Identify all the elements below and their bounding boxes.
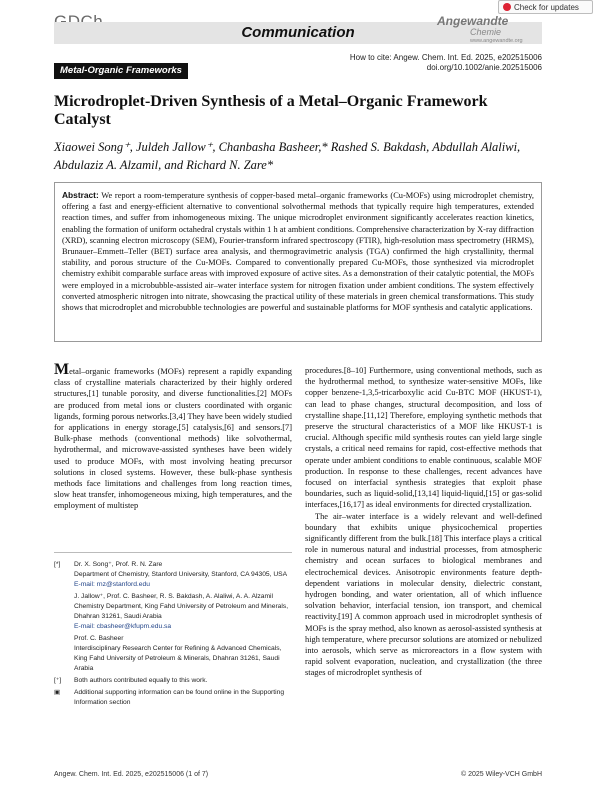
footnote-line: Interdisciplinary Research Center for Refining & Advanced Chemicals, King Fahd University of Petroleum & Minerals, Dhahran 31261, Saudi Arabia xyxy=(74,645,282,672)
footnote-line: Dr. X. Song⁺, Prof. R. N. Zare xyxy=(74,561,163,568)
footnote-mark: ▣ xyxy=(54,689,61,696)
how-to-cite: How to cite: Angew. Chem. Int. Ed. 2025, e202515006 xyxy=(349,53,542,62)
check-for-updates-button[interactable] xyxy=(498,0,593,14)
footnote-line: J. Jallow⁺, Prof. C. Basheer, R. S. Bakdash, A. Alaliwi, A. A. Alzamil xyxy=(74,593,274,600)
journal-url[interactable]: www.angewandte.org xyxy=(470,38,523,44)
body-paragraph: The air–water interface is a widely relevant and well-defined boundary that exhibits unique physicochemical properties significantly different from the bulk.[18] This interface plays a critical role in numerous natural and industrial processes, from atmospheric chemistry and ocean surfaces to biological membranes and electrochemical devices. Anisotropic environments feature depth-dependent variations in molecular density, dielectric constant, hydrogen bonding, and water orientation, all of which influence solvation behavior, interfacial tension, ion transport, and chemical reactivity.[19] A common approach used in microdroplet synthesis of MOFs is the spray method, also known as aerosol-assisted synthesis at high temperature, where precursor solutions are atomized or nebulized into aerosols, which serve as microreactors in a flow system with rapid solvent evaporation, nucleation, and crystallization (the three stages of microdroplet synthesis of xyxy=(305,511,542,678)
authors-line-1: Xiaowei Song⁺, Juldeh Jallow⁺, Chanbasha Basheer,* Rashed S. Bakdash, Abdullah Alaliwi, xyxy=(54,140,521,154)
footnote-body xyxy=(74,560,292,590)
section-label: Metal-Organic Frameworks xyxy=(54,63,188,79)
body-paragraph: etal–organic frameworks (MOFs) represent a rapidly expanding class of crystalline materials characterized by their highly ordered structures,[1] tunable porosity, and diverse functionalities.[2] MOFs are produced from metal ions or clusters coordinated with organic ligands, forming porous networks.[3,4] They have been widely studied for applications in energy storage,[5] catalysis,[6] and sensors.[7] Bulk-phase methods (conventional methods) like solvothermal, hydrothermal, and microwave-assisted syntheses have been widely used to produce MOFs, with most involving heating precursor solutions in closed systems. However, these bulk-phase synthesis methods face limitations and challenges from long reaction times, slow heat transfer, inhomogeneous mixing, high temperatures, and the employment of multistep xyxy=(54,367,292,511)
page-footer-citation: Angew. Chem. Int. Ed. 2025, e202515006 (1 of 7) xyxy=(54,771,209,778)
footnote xyxy=(54,592,292,632)
footnote-line: Department of Chemistry, Stanford University, Stanford, CA 94305, USA xyxy=(74,571,288,578)
footnote xyxy=(54,688,292,708)
article-title: Microdroplet-Driven Synthesis of a Metal–Organic Framework Catalyst xyxy=(54,93,488,128)
footnote-mark: [⁺] xyxy=(54,677,62,684)
author-list xyxy=(54,138,542,174)
journal-logo: Angewandte xyxy=(437,14,509,28)
journal-logo-sub: Chemie xyxy=(470,27,502,37)
footnote-body xyxy=(74,592,292,632)
footnote-mark: [*] xyxy=(54,561,61,568)
footnote-line: Both authors contributed equally to this work. xyxy=(74,677,208,684)
article-type: Communication xyxy=(241,24,355,41)
doi-link[interactable]: doi.org/10.1002/anie.202515006 xyxy=(426,63,542,72)
footnotes xyxy=(54,560,292,710)
footnote-line: Chemistry Department, King Fahd University of Petroleum and Minerals, Dhahran 31261, Saudi Arabia xyxy=(74,603,289,620)
footnote-body xyxy=(74,634,292,674)
email-link[interactable]: E-mail: rnz@stanford.edu xyxy=(74,581,150,588)
page-footer-copyright: © 2025 Wiley-VCH GmbH xyxy=(460,771,542,778)
footnote xyxy=(54,676,292,686)
footnote xyxy=(54,560,292,590)
body-column-right xyxy=(305,365,542,679)
footnote-body xyxy=(74,676,292,686)
footnote-mark xyxy=(54,634,68,674)
footnote-divider xyxy=(54,552,292,553)
crossmark-icon xyxy=(503,3,511,11)
authors-line-2: Abdulaziz A. Alzamil, and Richard N. Zare* xyxy=(54,158,274,172)
footnote-line: Prof. C. Basheer xyxy=(74,635,124,642)
body-column-left xyxy=(54,361,292,512)
footnote-body xyxy=(74,688,292,708)
footnote-mark xyxy=(54,592,68,632)
check-for-updates-label: Check for updates xyxy=(514,2,579,12)
abstract xyxy=(62,190,534,313)
footnote-line: Additional supporting information can be found online in the Supporting Information section xyxy=(74,689,285,706)
email-link[interactable]: E-mail: cbasheer@kfupm.edu.sa xyxy=(74,623,172,630)
abstract-text: We report a room-temperature synthesis of copper-based metal–organic frameworks (Cu-MOFs) using microdroplet chemistry, offering a fast and energy-efficient alternative to conventional solvothermal methods that typically require high temperatures, extended reaction times, and suffer from inhomogeneous mixing. The unique microdroplet environment significantly accelerates reaction kinetics, enabling the formation of uniform octahedral crystals within 1 h at ambient conditions. Comprehensive characterization by X-ray diffraction (XRD), scanning electron microscopy (SEM), Fourier-transform infrared spectroscopy (FTIR), high-resolution mass spectrometry (HRMS), Brunauer–Emmett–Teller (BET) surface area analysis, and thermogravimetric analysis (TGA) confirmed the high crystallinity, thermal stability, and porous structure of the Cu-MOFs. Compared to conventionally prepared Cu-MOFs, those synthesized via microdroplet chemistry exhibit comparable surface areas with improved exposure of active sites. As a demonstration of their catalytic potential, the MOFs were employed in a microbubble-assisted air–water interface system for nitrogen fixation under ambient conditions. The system effectively converted atmospheric nitrogen into nitrate, showcasing the practical utility of these materials in green chemical transformations. This study shows that microdroplet and microbubble technologies are powerful and sustainable platforms for MOF synthesis and catalytic applications. xyxy=(62,191,534,313)
drop-cap: M xyxy=(54,361,70,378)
body-paragraph: procedures.[8–10] Furthermore, using conventional methods, such as the hydrothermal method, to synthesize water-sensitive MOFs, like copper benzene-1,3,5-tricarboxylic acid Cu-BTC MOF (HKUST-1), can lead to phase changes, structural decomposition, and loss of crystalline shape.[11,12] Therefore, employing synthetic methods that preserve the structural characteristics of a MOF like HKUST-1 is crucial. Although specific mild synthesis routes can yield large single crystals, a critical need remains for rapid, cost-effective methods that operate under ambient conditions to enable continuous, scalable MOF production. In response to these challenges, recent advances have focused on interfacial synthesis strategies that exploit phase boundaries, such as liquid-solid,[13,14] liquid-liquid,[15] or gas-solid interfaces,[16,17] as ideal environments for directed crystallization. xyxy=(305,366,542,510)
abstract-label: Abstract: xyxy=(62,190,99,200)
footnote xyxy=(54,634,292,674)
